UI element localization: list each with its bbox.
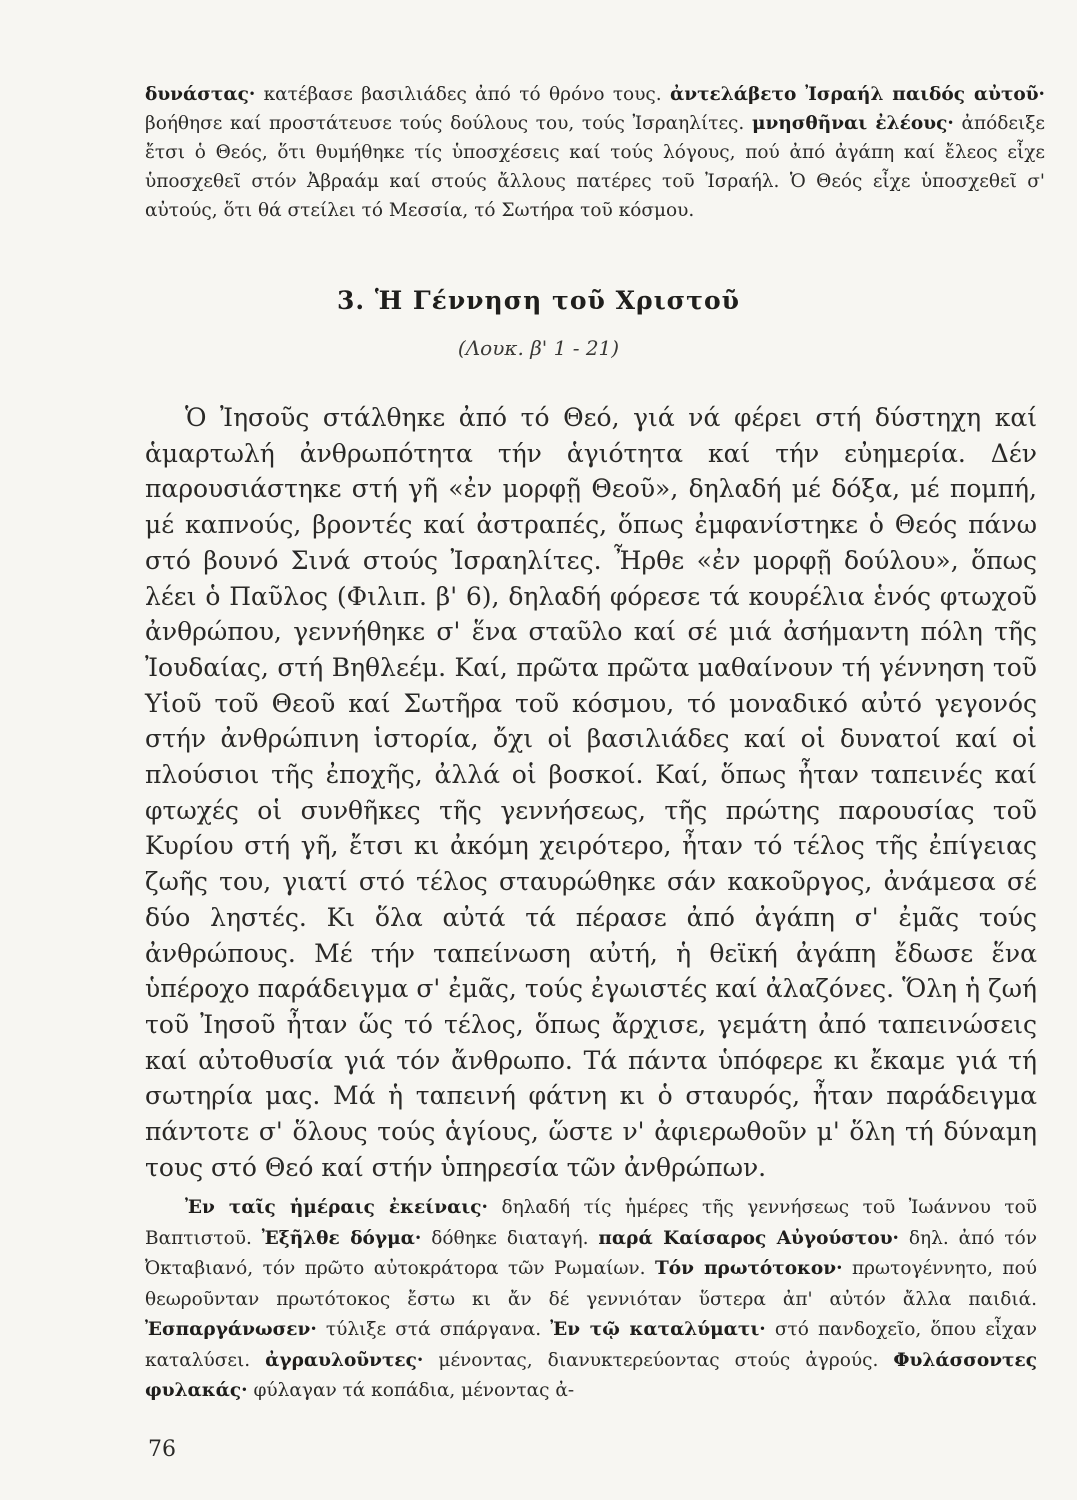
gloss-term: παρά Καίσαρος Αὐγούστου· [598, 1227, 899, 1249]
gloss-definition: δόθηκε διαταγή. [421, 1227, 599, 1249]
gloss-definition: κατέβασε βασιλιάδες ἀπό τό θρόνο τους. [255, 84, 671, 105]
gloss-term: Φυλάσσοντες φυλακάς· [145, 1349, 1037, 1401]
glossary-top [145, 80, 1045, 225]
page-number: 76 [148, 1437, 176, 1462]
gloss-definition: μένοντας, διανυκτερεύοντας στούς ἀγρούς. [423, 1349, 894, 1371]
gloss-term: Ἐξῆλθε δόγμα· [261, 1227, 422, 1249]
gloss-definition: βοήθησε καί προστάτευσε τούς δούλους του, τούς Ἰσραηλίτες. [145, 113, 752, 134]
gloss-term: Ἐν ταῖς ἡμέραις ἐκείναις· [185, 1197, 488, 1218]
gloss-term: δυνάστας· [145, 84, 256, 105]
gloss-term: μνησθῆναι ἐλέους· [751, 113, 954, 134]
gloss-term: ἀντελάβετο Ἰσραήλ παιδός αὐτοῦ· [670, 84, 1046, 105]
gloss-term: Ἐσπαργάνωσεν· [145, 1319, 317, 1340]
chapter-title: 3. Ἡ Γέννηση τοῦ Χριστοῦ [337, 286, 740, 315]
gloss-definition: δηλαδή τίς ἡμέρες τῆς γεννήσεως τοῦ Ἰωάννου τοῦ Βαπτιστοῦ. [145, 1197, 1037, 1249]
gloss-definition: στό πανδοχεῖο, ὅπου εἶχαν καταλύσει. [145, 1319, 1038, 1371]
gloss-term: Ἐν τῷ καταλύματι· [550, 1319, 766, 1340]
main-text-paragraph: Ὁ Ἰησοῦς στάλθηκε ἀπό τό Θεό, γιά νά φέρει στή δύστηχη καί ἁμαρτωλή ἀνθρωπότητα τήν ἁγιότητα καί τήν εὐημερία. Δέν παρουσιάστηκε στή γῆ «ἐν μορφῇ Θεοῦ», δηλαδή μέ δόξα, μέ πομπή, μέ καπνούς, βροντές καί ἀστραπές, ὅπως ἐμφανίστηκε ὁ Θεός πάνω στό βουνό Σινά στούς Ἰσραηλίτες. Ἦρθε «ἐν μορφῇ δούλου», ὅπως λέει ὁ Παῦλος (Φιλιπ. β' 6), δηλαδή φόρεσε τά κουρέλια ἑνός φτωχοῦ ἀνθρώπου, γεννήθηκε σ' ἕνα σταῦλο καί σέ μιά ἀσήμαντη πόλη τῆς Ἰουδαίας, στή Βηθλεέμ. Καί, πρῶτα πρῶτα μαθαίνουν τή γέννηση τοῦ Υἱοῦ τοῦ Θεοῦ καί Σωτῆρα τοῦ κόσμου, τό μοναδικό αὐτό γεγονός στήν ἀνθρώπινη ἱστορία, ὄχι οἱ βασιλιάδες καί οἱ δυνατοί καί οἱ πλούσιοι τῆς ἐποχῆς, ἀλλά οἱ βοσκοί. Καί, ὅπως ἦταν ταπεινές καί φτωχές οἱ συνθῆκες τῆς γεννήσεως, τῆς πρώτης παρουσίας τοῦ Κυρίου στή γῆ, ἔτσι κι ἀκόμη χειρότερο, ἦταν τό τέλος τῆς ἐπίγειας ζωῆς του, γιατί στό τέλος σταυρώθηκε σάν κακοῦργος, ἀνάμεσα σέ δύο ληστές. Κι ὅλα αὐτά τά πέρασε ἀπό ἀγάπη σ' ἐμᾶς τούς ἀνθρώπους. Μέ τήν ταπείνωση αὐτή, ἡ θεϊκή ἀγάπη ἔδωσε ἕνα ὑπέροχο παράδειγμα σ' ἐμᾶς, τούς ἐγωιστές καί ἀλαζόνες. Ὅλη ἡ ζωή τοῦ Ἰησοῦ ἦταν ὥς τό τέλος, ὅπως ἄρχισε, γεμάτη ἀπό ταπεινώσεις καί αὐτοθυσία γιά τόν ἄνθρωπο. Τά πάντα ὑπόφερε κι ἔκαμε γιά τή σωτηρία μας. Μά ἡ ταπεινή φάτνη κι ὁ σταυρός, ἦταν παράδειγμα πάντοτε σ' ὅλους τούς ἁγίους, ὥστε ν' ἀφιερωθοῦν μ' ὅλη τή δύναμη τους στό Θεό καί στήν ὑπηρεσία τῶν ἀνθρώπων. [145, 403, 1037, 1182]
gloss-term: Τόν πρωτότοκον· [655, 1258, 843, 1279]
gloss-definition: τύλιξε στά σπάργανα. [316, 1319, 551, 1340]
glossary-paragraph [145, 80, 1045, 225]
gloss-term: ἀγραυλοῦντες· [265, 1349, 424, 1371]
gloss-definition: φύλαγαν τά κοπάδια, μένοντας ἀ- [247, 1380, 575, 1401]
gloss-definition: πρωτογέννητο, πού θεωροῦνταν πρωτότοκος ἔστω κι ἄν δέ γεννιόταν ὕστερα ἀπ' αὐτόν ἄλλα παιδιά. [145, 1258, 1037, 1310]
glossary-bottom [145, 1193, 1037, 1407]
gloss-definition: ἀπόδειξε ἔτσι ὁ Θεός, ὅτι θυμήθηκε τίς ὑποσχέσεις καί τούς λόγους, πού ἀπό ἀγάπη καί ἔλεος εἶχε ὑποσχεθεῖ στόν Ἀβραάμ καί στούς ἄλλους πατέρες τοῦ Ἰσραήλ. Ὁ Θεός εἶχε ὑποσχεθεῖ σ' αὐτούς, ὅτι θά στείλει τό Μεσσία, τό Σωτήρα τοῦ κόσμου. [145, 113, 1045, 221]
chapter-reference: (Λουκ. β' 1 - 21) [457, 336, 620, 360]
gloss-definition: δηλ. ἀπό τόν Ὀκταβιανό, τόν πρῶτο αὐτοκράτορα τῶν Ρωμαίων. [145, 1227, 1037, 1279]
